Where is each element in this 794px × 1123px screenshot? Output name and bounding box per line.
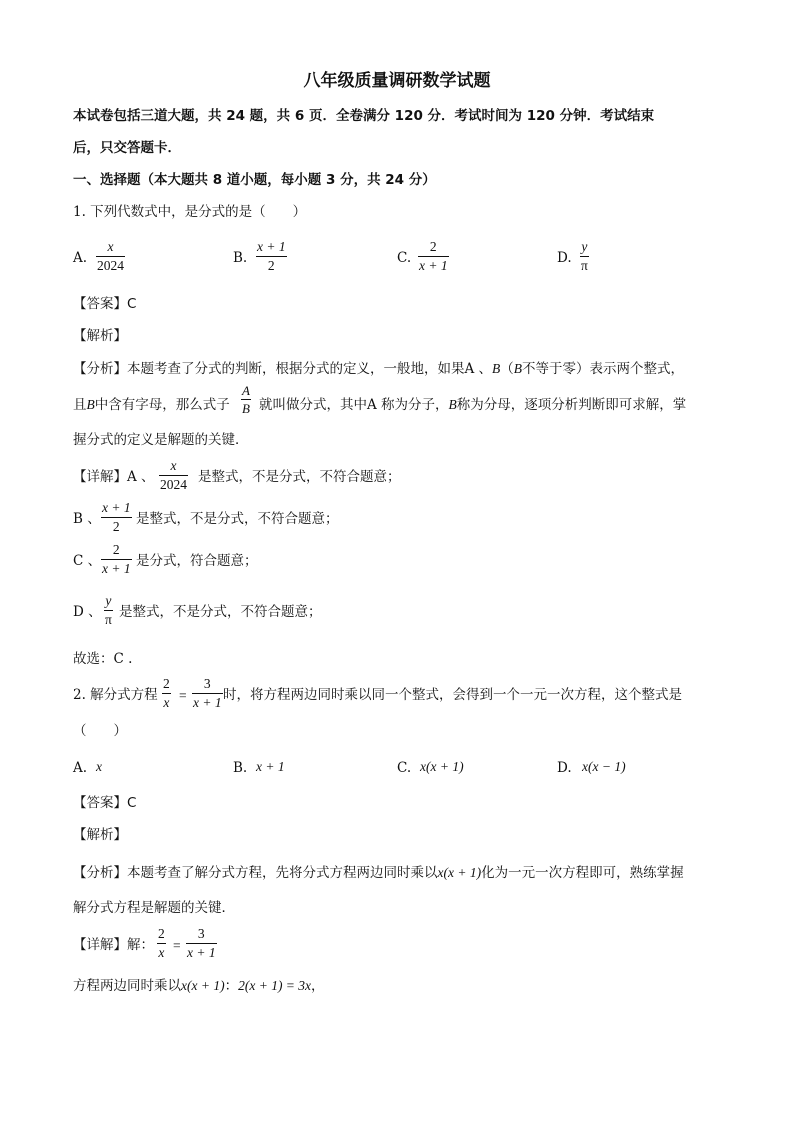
numerator: x + 1 — [102, 500, 131, 515]
denominator: x + 1 — [193, 694, 222, 710]
q2-analysis-line-2: 解分式方程是解题的关键． — [73, 900, 235, 916]
q1-detail-d-post: 是整式，不是分式，不符合题意； — [119, 604, 322, 620]
denominator: B — [242, 401, 250, 416]
q2-stem-line-2: （ ） — [73, 723, 127, 739]
option-label: A. — [73, 760, 88, 776]
q1-detail-c-post: 是分式，符合题意； — [136, 553, 258, 569]
numerator: y — [105, 593, 112, 608]
numerator: 3 — [203, 676, 211, 691]
fraction — [418, 240, 449, 272]
numerator: 2 — [163, 676, 170, 691]
fraction-a-over-b — [241, 384, 251, 415]
option-label: C. — [397, 250, 412, 266]
option-label: B. — [233, 760, 248, 776]
option-expression: x(x + 1) — [420, 759, 464, 774]
fraction — [580, 240, 589, 272]
fraction — [157, 927, 166, 959]
q1-analysis-line-1: 【分析】本题考查了分式的判断，根据分式的定义，一般地，如果A 、B（B不等于零）表示两个整式， — [73, 361, 685, 377]
option-label: D. — [557, 760, 572, 776]
denominator: 2 — [267, 257, 275, 273]
numerator: 3 — [197, 926, 205, 941]
q1-detail-b-post: 是整式，不是分式，不符合题意； — [136, 511, 339, 527]
q1-detail-a-pre: 【详解】A 、 — [73, 469, 155, 485]
numerator: x + 1 — [257, 239, 286, 254]
equals-sign: = — [173, 938, 181, 953]
numerator: x — [170, 458, 177, 473]
fraction — [96, 240, 125, 272]
intro-line-1: 本试卷包括三道大题，共 24 题，共 6 页．全卷满分 120 分．考试时间为 120 分钟．考试结束 — [73, 108, 655, 124]
denominator: x + 1 — [187, 944, 216, 960]
q2-final-line: 方程两边同时乘以x(x + 1)：2(x + 1) = 3x， — [73, 978, 325, 994]
option-label: D. — [557, 250, 572, 266]
denominator: π — [105, 611, 112, 627]
numerator: 2 — [158, 926, 165, 941]
fraction — [256, 240, 287, 272]
numerator: x — [107, 239, 114, 254]
fraction — [162, 677, 171, 709]
option-label: C. — [397, 760, 412, 776]
q1-analysis-line-2b: 就叫做分式，其中A 称为分子，B称为分母，逐项分析判断即可求解，掌 — [259, 397, 687, 413]
q2-stem-post: 时，将方程两边同时乘以同一个整式，会得到一个一元一次方程，这个整式是 — [223, 687, 682, 703]
denominator: π — [581, 257, 588, 273]
denominator: 2024 — [160, 476, 187, 492]
denominator: x — [158, 944, 165, 960]
q1-analysis-heading: 【解析】 — [73, 328, 127, 344]
numerator: y — [581, 239, 588, 254]
q1-detail-d-pre: D 、 — [73, 604, 102, 620]
q1-conclusion: 故选：C . — [73, 651, 133, 667]
numerator: 2 — [112, 542, 120, 557]
fraction — [192, 677, 223, 709]
intro-line-2: 后，只交答题卡． — [73, 140, 181, 156]
q2-stem-pre: 2. 解分式方程 — [73, 687, 158, 703]
option-expression: x + 1 — [256, 759, 285, 774]
q2-detail-pre: 【详解】解： — [73, 937, 154, 953]
fraction — [101, 543, 132, 575]
q2-answer: 【答案】C — [73, 795, 137, 811]
q2-analysis-line-1: 【分析】本题考查了解分式方程，先将分式方程两边同时乘以x(x + 1)化为一元一次方程即可，熟练掌握 — [73, 865, 684, 881]
q1-stem: 1. 下列代数式中，是分式的是（ ） — [73, 204, 307, 220]
q1-detail-b-pre: B 、 — [73, 511, 101, 527]
option-expression: x — [96, 759, 102, 774]
denominator: 2024 — [97, 257, 124, 273]
q1-detail-a-post: 是整式，不是分式，不符合题意； — [198, 469, 401, 485]
denominator: x + 1 — [419, 257, 448, 273]
equals-sign: = — [179, 688, 187, 703]
fraction — [104, 594, 113, 626]
denominator: x — [163, 694, 170, 710]
q1-analysis-line-2: 且B中含有字母，那么式子 — [73, 397, 230, 413]
fraction — [101, 501, 132, 533]
denominator: x + 1 — [102, 560, 131, 576]
fraction — [159, 459, 188, 491]
q1-analysis-line-3: 握分式的定义是解题的关键． — [73, 432, 249, 448]
numerator: A — [242, 383, 250, 398]
option-label: B. — [233, 250, 248, 266]
q1-detail-c-pre: C 、 — [73, 553, 102, 569]
option-label: A. — [73, 250, 88, 266]
option-expression: x(x − 1) — [582, 759, 626, 774]
section-heading: 一、选择题（本大题共 8 道小题，每小题 3 分，共 24 分） — [73, 172, 436, 188]
q1-answer: 【答案】C — [73, 296, 137, 312]
denominator: 2 — [112, 518, 120, 534]
fraction — [186, 927, 217, 959]
q2-analysis-heading: 【解析】 — [73, 827, 127, 843]
numerator: 2 — [429, 239, 437, 254]
page-title: 八年级质量调研数学试题 — [303, 71, 491, 91]
